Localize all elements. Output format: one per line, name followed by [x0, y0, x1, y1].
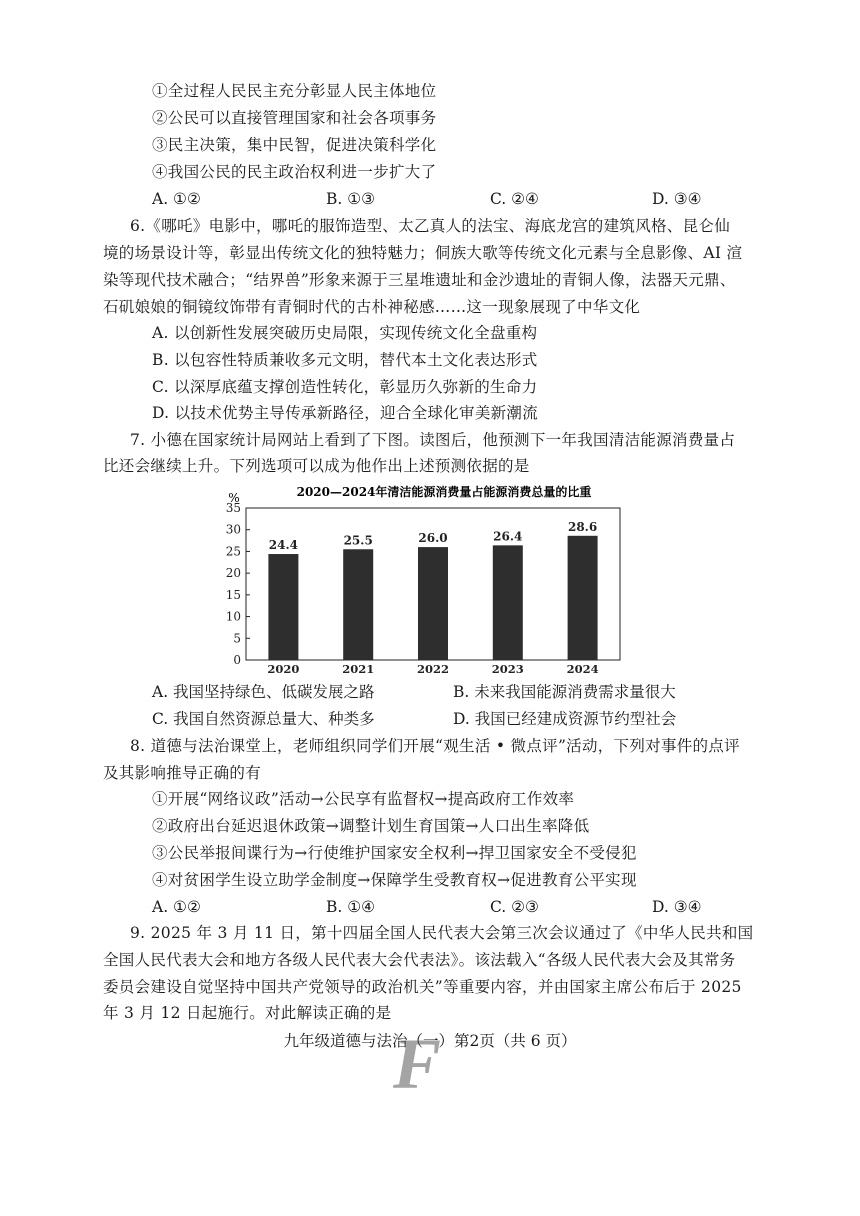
q8-option-b[interactable]: B. ①④: [326, 898, 376, 916]
bar-value-label: 25.5: [343, 533, 373, 548]
q5-statement-2: ②公民可以直接管理国家和社会各项事务: [152, 109, 437, 127]
q8-statement-1: ①开展“网络议政”活动→公民享有监督权→提高政府工作效率: [152, 790, 575, 808]
q7-stem-line-1: 7. 小德在国家统计局网站上看到了下图。读图后，他预测下一年我国清洁能源消费量占: [130, 431, 736, 449]
chart-bar: [418, 547, 448, 660]
bar-value-label: 28.6: [567, 519, 598, 534]
q9-stem-line-2: 全国人民代表大会和地方各级人民代表大会代表法》。该法载入“各级人民代表大会及其常务: [103, 951, 736, 969]
q5-option-c[interactable]: C. ②④: [490, 190, 539, 208]
q6-stem-line-2: 境的场景设计等，彰显出传统文化的独特魅力；侗族大歌等传统文化元素与全息影像、AI 渲: [103, 244, 743, 262]
q5-option-a[interactable]: A. ①②: [152, 190, 201, 208]
q8-option-a[interactable]: A. ①②: [152, 898, 201, 916]
x-tick-label: 2020: [267, 662, 300, 675]
q8-option-c[interactable]: C. ②③: [490, 898, 539, 916]
bar-value-label: 24.4: [268, 538, 299, 553]
q6-option-c[interactable]: C. 以深厚底蕴支撑创造性转化，彰显历久弥新的生命力: [152, 378, 538, 396]
q7-stem-line-2: 比还会继续上升。下列选项可以成为他作出上述预测依据的是: [103, 457, 530, 475]
q7-option-b[interactable]: B. 未来我国能源消费需求量很大: [453, 683, 676, 701]
chart-bar: [343, 549, 373, 660]
q6-stem-line-1: 6.《哪吒》电影中，哪吒的服饰造型、太乙真人的法宝、海底龙宫的建筑风格、昆仑仙: [130, 217, 730, 235]
q6-option-b[interactable]: B. 以包容性特质兼收多元文明，替代本土文化表达形式: [152, 351, 538, 369]
q5-statement-1: ①全过程人民民主充分彰显人民主体地位: [152, 82, 437, 100]
q6-stem-line-3: 染等现代技术融合；“结界兽”形象来源于三星堆遗址和金沙遗址的青铜人像，法器天元鼎、: [103, 271, 736, 289]
chart-bar: [268, 554, 298, 660]
q5-statement-4: ④我国公民的民主政治权利进一步扩大了: [152, 163, 437, 181]
y-tick-label: 5: [233, 631, 241, 646]
bar-value-label: 26.0: [418, 531, 448, 546]
q5-option-d[interactable]: D. ③④: [652, 190, 702, 208]
q5-options: [152, 188, 712, 210]
q5-option-b[interactable]: B. ①③: [326, 190, 376, 208]
chart-bar: [568, 536, 598, 660]
chart-y-unit-label: %: [228, 491, 240, 505]
q8-options: [152, 896, 712, 918]
chart-bar: [493, 545, 523, 660]
page-footer: 九年级道德与法治（一）第2页（共 6 页）: [283, 1032, 577, 1050]
q7-options-row-2: [152, 708, 712, 730]
x-tick-label: 2024: [566, 662, 599, 675]
bar-value-label: 26.4: [493, 529, 523, 544]
q8-statement-2: ②政府出台延迟退休政策→调整计划生育国策→人口出生率降低: [152, 817, 590, 835]
q9-stem-line-1: 9. 2025 年 3 月 11 日，第十四届全国人民代表大会第三次会议通过了《中华人民共和国: [130, 924, 754, 942]
q8-statement-3: ③公民举报间谍行为→行使维护国家安全权利→捍卫国家安全不受侵犯: [152, 844, 637, 862]
x-tick-label: 2022: [416, 662, 450, 675]
chart-bars: [268, 536, 597, 660]
chart-svg: [218, 480, 630, 675]
q8-option-d[interactable]: D. ③④: [652, 898, 702, 916]
y-tick-label: 10: [225, 609, 241, 624]
y-tick-label: 35: [225, 501, 241, 515]
clean-energy-bar-chart: [218, 480, 630, 675]
q6-option-a[interactable]: A. 以创新性发展突破历史局限，实现传统文化全盘重构: [152, 324, 538, 342]
q7-options-row-1: [152, 681, 712, 703]
version-watermark: F: [393, 1024, 442, 1104]
q8-statement-4: ④对贫困学生设立助学金制度→保障学生受教育权→促进教育公平实现: [152, 871, 637, 889]
q9-stem-line-3: 委员会建设自觉坚持中国共产党领导的政治机关”等重要内容，并由国家主席公布后于 2025: [103, 978, 742, 996]
q7-option-c[interactable]: C. 我国自然资源总量大、种类多: [152, 710, 375, 728]
q5-statement-3: ③民主决策，集中民智，促进决策科学化: [152, 136, 437, 154]
y-tick-label: 0: [233, 653, 241, 667]
q6-option-d[interactable]: D. 以技术优势主导传承新路径，迎合全球化审美新潮流: [152, 404, 539, 422]
q7-option-d[interactable]: D. 我国已经建成资源节约型社会: [453, 710, 677, 728]
chart-x-ticks: [267, 662, 598, 675]
y-tick-label: 15: [225, 587, 241, 602]
y-tick-label: 25: [225, 544, 241, 559]
q6-stem-line-4: 石矶娘娘的铜镜纹饰带有青铜时代的古朴神秘感……这一现象展现了中华文化: [103, 298, 641, 316]
q8-stem-line-2: 及其影响推导正确的有: [103, 764, 262, 782]
x-tick-label: 2021: [342, 662, 375, 675]
y-tick-label: 30: [225, 522, 241, 537]
q7-option-a[interactable]: A. 我国坚持绿色、低碳发展之路: [152, 683, 375, 701]
chart-title: 2020—2024年清洁能源消费量占能源消费总量的比重: [296, 485, 592, 499]
y-tick-label: 20: [225, 566, 241, 581]
x-tick-label: 2023: [491, 662, 524, 675]
q8-stem-line-1: 8. 道德与法治课堂上，老师组织同学们开展“观生活 • 微点评”活动，下列对事件的点评: [130, 737, 740, 755]
q9-stem-line-4: 年 3 月 12 日起施行。对此解读正确的是: [103, 1004, 392, 1022]
